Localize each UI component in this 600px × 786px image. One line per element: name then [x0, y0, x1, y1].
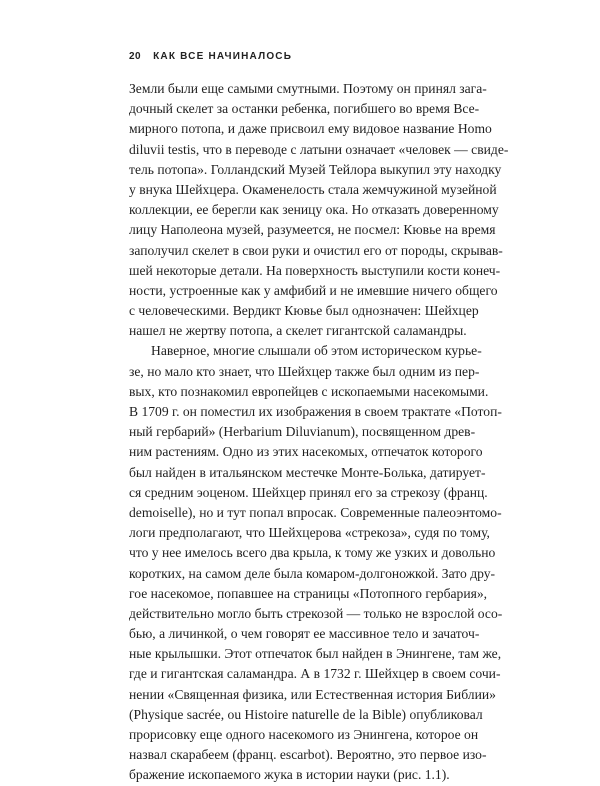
text-line: ся средним эоценом. Шейхцер принял его за стрекозу (франц. [129, 484, 488, 500]
text-line: тель потопа». Голландский Музей Тейлора выкупил эту находку [129, 161, 502, 177]
text-line: ный гербарий» (Herbarium Diluvianum), посвященном древ- [129, 424, 476, 440]
text-line: бражение ископаемого жука в истории науки (рис. 1.1). [129, 767, 450, 783]
text-line: заполучил скелет в свои руки и очистил его от породы, скрывав- [129, 242, 503, 258]
body-text [129, 79, 509, 786]
text-line: нашел не жертву потопа, а скелет гигантской саламандры. [129, 323, 467, 339]
text-line: с человеческими. Вердикт Кювье был однозначен: Шейхцер [129, 303, 479, 319]
chapter-title: КАК ВСЕ НАЧИНАЛОСЬ [153, 51, 293, 62]
text-line: бью, а личинкой, о чем говорят ее массивное тело и зачаточ- [129, 626, 480, 642]
text-line: diluvii testis, что в переводе с латыни означает «человек — свиде- [129, 141, 509, 157]
page-number: 20 [129, 51, 142, 62]
text-line: что у нее имелось всего два крыла, к тому же узких и довольно [129, 545, 496, 561]
text-line: ним растениям. Одно из этих насекомых, отпечаток которого [129, 444, 483, 460]
text-line: В 1709 г. он поместил их изображения в своем трактате «Потоп- [129, 404, 502, 419]
text-line: действительно могло быть стрекозой — только не взрослой осо- [129, 605, 503, 621]
text-line: нении «Священная физика, или Естественная история Библии» [129, 686, 496, 702]
text-line: зе, но мало кто знает, что Шейхцер также был одним из пер- [129, 363, 480, 379]
text-line: ные крылышки. Этот отпечаток был найден в Энингене, там же, [129, 646, 502, 662]
text-line: прорисовку еще одного насекомого из Энингена, которое он [129, 727, 479, 742]
text-line: мирного потопа, и даже присвоил ему видовое название Homo [129, 121, 492, 137]
text-line: лицу Наполеона музей, разумеется, не посмел: Кювье на время [129, 222, 496, 238]
text-line: коротких, на самом деле была комаром-долгоножкой. Зато дру- [129, 565, 496, 581]
text-line: был найден в итальянском местечке Монте-Болька, датирует- [129, 464, 486, 480]
running-head [129, 51, 292, 62]
text-line: (Physique sacrée, ou Histoire naturelle de la Bible) опубликовал [129, 706, 483, 722]
text-line: назвал скарабеем (франц. escarbot). Вероятно, это первое изо- [129, 747, 487, 763]
text-line: у внука Шейхцера. Окаменелость стала жемчужиной музейной [129, 181, 497, 197]
text-line: вых, кто познакомил европейцев с ископаемыми насекомыми. [129, 383, 489, 399]
text-line: логи предполагают, что Шейхцерова «стрекоза», судя по тому, [129, 525, 490, 541]
text-line: шей некоторые детали. На поверхность выступили кости конеч- [129, 262, 501, 278]
text-line: Наверное, многие слышали об этом историческом курье- [151, 343, 482, 359]
text-line: гое насекомое, попавшее на страницы «Потопного гербария», [129, 585, 488, 601]
text-line: где и гигантская саламандра. А в 1732 г. Шейхцер в своем сочи- [129, 666, 501, 682]
text-line: коллекции, ее берегли как зеницу ока. Но отказать доверенному [129, 202, 499, 218]
text-line: дочный скелет за останки ребенка, погибшего во время Все- [129, 101, 480, 117]
text-line: demoiselle), но и тут попал впросак. Современные палеоэнтомо- [129, 504, 502, 520]
text-line: ности, устроенные как у амфибий и не имевшие ничего общего [129, 282, 498, 298]
text-line: Земли были еще самыми смутными. Поэтому он принял зага- [129, 81, 487, 96]
